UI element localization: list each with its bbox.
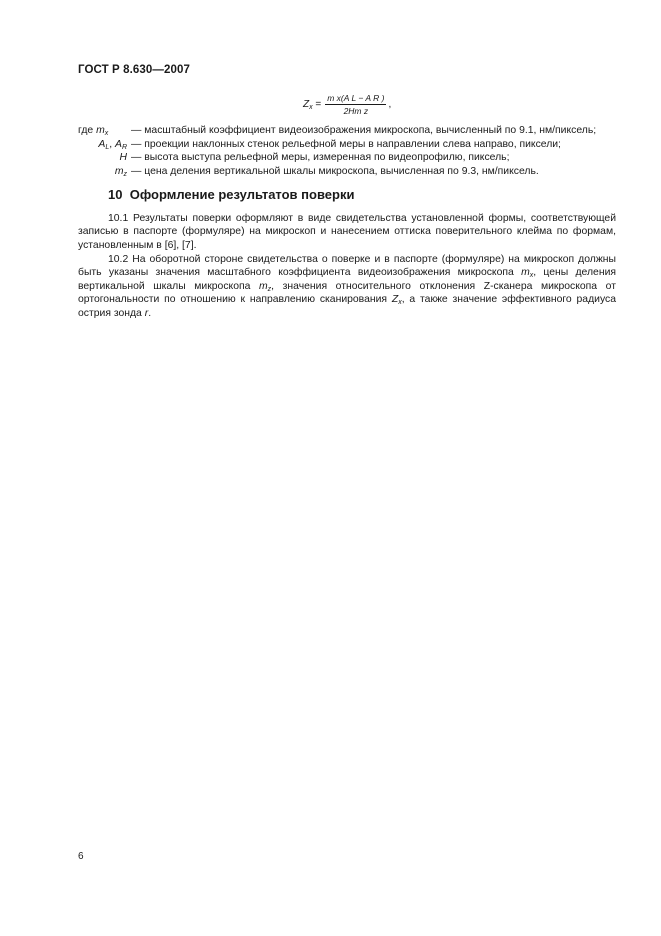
symbol-sub-z: z (267, 285, 272, 293)
paragraph-10-2 (78, 253, 616, 320)
paragraph-text: , а также значение эффективного радиуса острия зонда (78, 294, 616, 319)
paragraph-10-1: 10.1 Результаты поверки оформляют в виде свидетельства установленной формы, соответствующей записью в паспорте (формуляре) на микроскоп и нанесением оттиска поверительного клейма по формам, установленным в [6], [7]. (78, 213, 616, 251)
formula-zx (303, 93, 391, 116)
symbol-sub-x: x (104, 130, 109, 137)
definition-text: — масштабный коэффициент видеоизображения микроскопа, вычисленный по 9.1, нм/пиксель; (131, 125, 597, 136)
definition-h (78, 151, 596, 165)
symbol-sub-l: L (105, 143, 110, 151)
formula-lhs-symbol: Z (303, 99, 310, 110)
section-heading (108, 187, 354, 202)
paragraph-text: 10.2 На оборотной стороне свидетельства о поверке и в паспорте (формуляре) на микроскоп должны быть указаны значения масштабного коэффициента видеоизображения микроскопа (78, 254, 616, 279)
symbol-a: A (98, 138, 106, 150)
definition-text: — проекции наклонных стенок рельефной меры в направлении слева направо, пиксели; (131, 138, 561, 150)
definition-text: — высота выступа рельефной меры, измеренная по видеопрофилю, пиксель; (131, 152, 510, 164)
formula-lhs-sub: x (309, 104, 313, 111)
section-title: Оформление результатов поверки (129, 187, 355, 202)
symbol-a2: A (115, 138, 122, 150)
symbol-h: H (119, 152, 127, 164)
symbol-m: m (259, 280, 268, 292)
definition-al-ar (78, 138, 596, 152)
symbol-m: m (521, 267, 530, 279)
formula-denominator: 2Hm z (343, 106, 369, 116)
page-number: 6 (78, 851, 84, 862)
formula-equals: = (312, 99, 322, 110)
formula-lhs (303, 99, 321, 110)
symbol-sub-x: x (398, 299, 402, 307)
formula-fraction (325, 93, 386, 116)
symbol-z: Z (391, 294, 399, 306)
symbol-r: r (144, 307, 149, 319)
symbol-sub-z: z (123, 170, 127, 178)
definition-symbol (78, 151, 127, 165)
definition-symbol (78, 124, 127, 138)
variable-definitions (78, 124, 596, 178)
definition-symbol: $A_L$, $A_R$ (98, 138, 127, 151)
section-number: 10 (108, 187, 123, 202)
definition-mx (78, 124, 596, 138)
symbol-sub-r: R (121, 143, 127, 151)
formula-numerator: m x(A L − A R ) (327, 93, 385, 103)
paragraph-text: , значения относительного отклонения Z-сканера микроскопа от ортогональности по отношению к направлению сканирования (78, 280, 616, 306)
definition-mz (78, 165, 596, 179)
symbol-m: m (114, 165, 124, 177)
definition-intro: где (78, 125, 94, 136)
formula-comma: , (388, 99, 392, 110)
paragraph-text: . (148, 307, 152, 319)
definition-text: — цена деления вертикальной шкалы микроскопа, вычисленная по 9.3, нм/пиксель. (131, 165, 539, 177)
standard-code-header: ГОСТ Р 8.630—2007 (78, 64, 190, 76)
symbol-sub-x: x (529, 272, 534, 280)
definition-symbol (78, 165, 127, 179)
symbol-m: m (96, 125, 105, 136)
paragraph-text: , цены деления вертикальной шкалы микроскопа (78, 267, 616, 292)
